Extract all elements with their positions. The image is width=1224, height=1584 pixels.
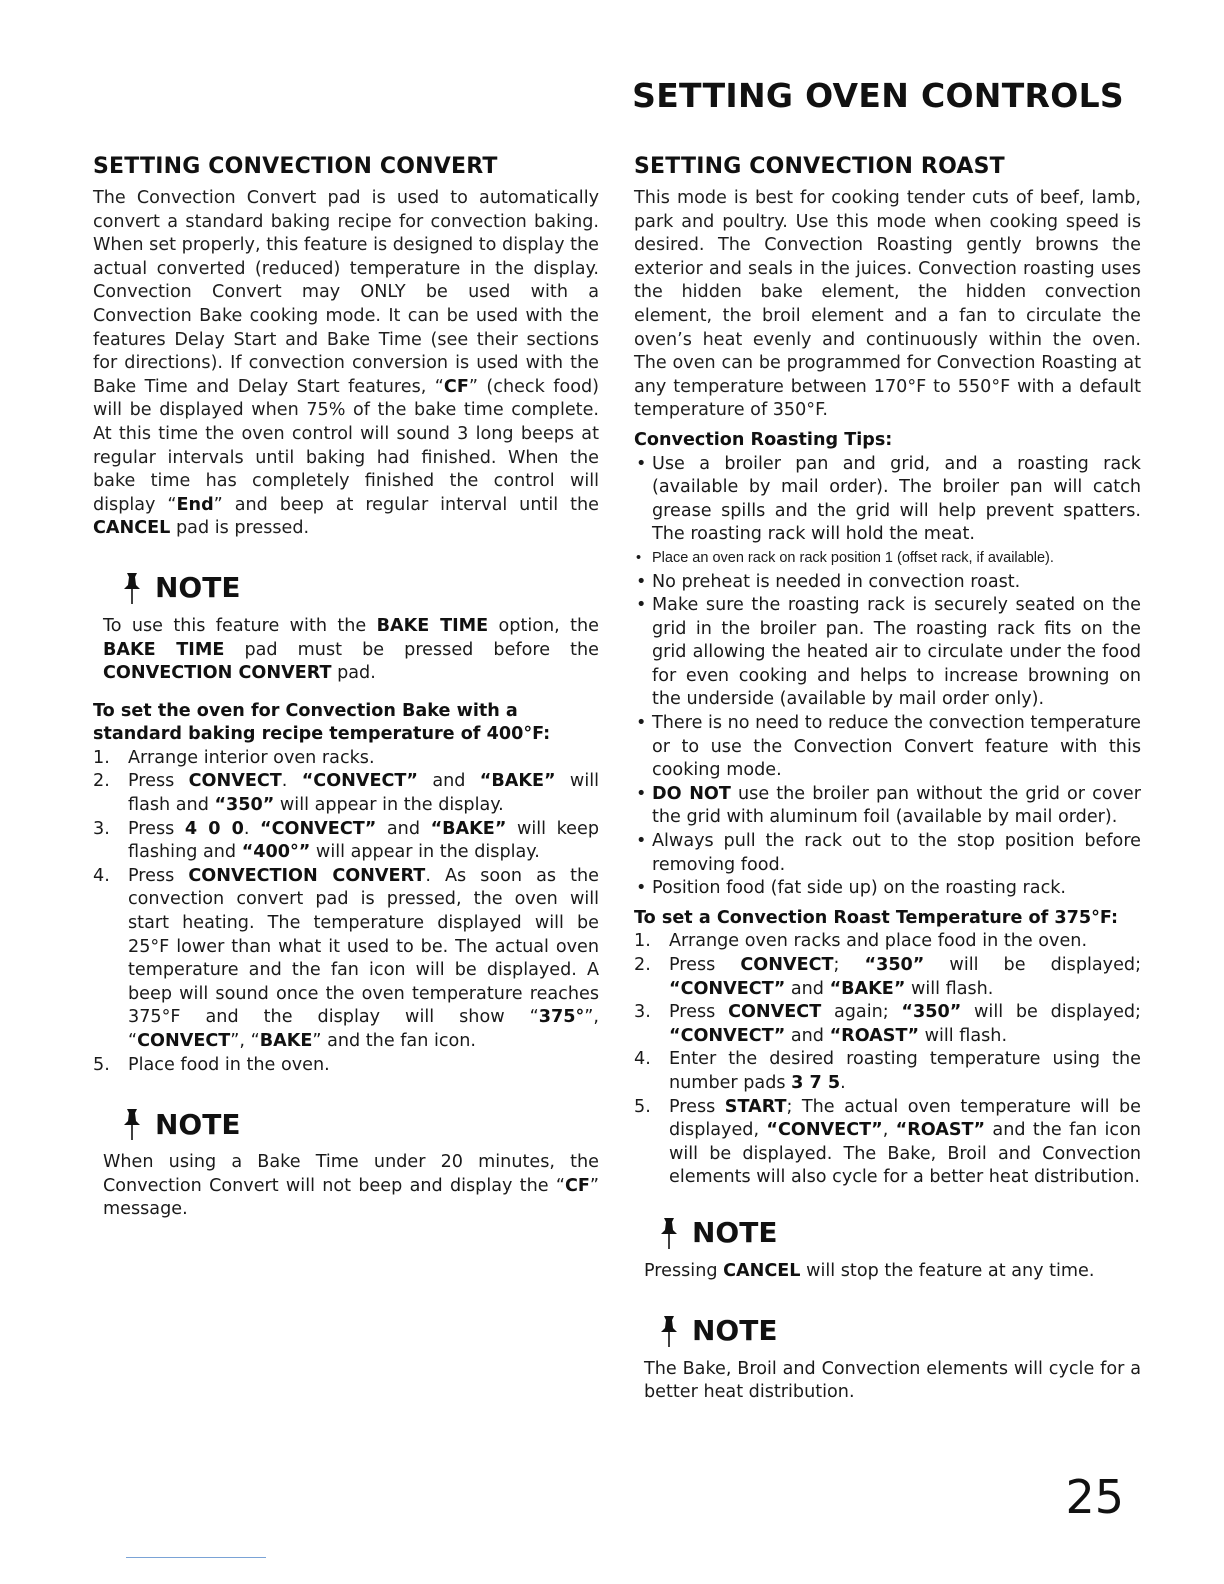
text-run-bold: DO NOT	[652, 783, 731, 804]
text-run: Press	[669, 1096, 725, 1117]
text-run: will flash and	[128, 771, 599, 816]
note-heading	[658, 1314, 1141, 1348]
text-run: Arrange oven racks and place food in the oven.	[669, 931, 1088, 952]
text-run-bold: 3 7 5	[791, 1072, 841, 1093]
text-run: will appear in the display.	[274, 795, 504, 816]
text-run: again;	[821, 1002, 902, 1023]
text-run: Press	[128, 818, 185, 839]
text-run-bold: “BAKE”	[829, 978, 906, 999]
text-run: Press	[128, 771, 189, 792]
text-run-bold: START	[724, 1096, 787, 1117]
text-run-bold: CONVECT	[728, 1002, 822, 1023]
step-number: 2.	[93, 771, 110, 792]
step-item	[634, 930, 1141, 954]
text-run: ,	[882, 1120, 896, 1141]
note-heading	[121, 571, 599, 605]
text-run-bold: BAKE TIME	[103, 639, 225, 660]
step-number: 5.	[634, 1096, 651, 1117]
text-run-bold: CONVECT	[740, 955, 834, 975]
bullet-icon: •	[636, 453, 647, 474]
convection-roast-intro: This mode is best for cooking tender cuts of beef, lamb, park and poultry. Use this mode when cooking speed is desired. The Convection Roasting gently browns the exterior and seals in the juices. Convection roasting uses the hidden bake element, the hidden convection element, the broil element and a fan to circulate the oven’s heat evenly and continuously within the oven. The oven can be programmed for Convection Roasting at any temperature between 170°F to 550°F with a default temperature of 350°F.	[634, 188, 1141, 421]
text-run: Press	[669, 955, 741, 975]
steps-heading: To set the oven for Convection Bake with a standard baking recipe temperature of 400°F:	[93, 700, 551, 745]
step-number: 5.	[93, 1054, 110, 1075]
text-run-bold: “ROAST”	[895, 1120, 986, 1141]
text-run-bold: “350”	[864, 955, 925, 975]
footer-rule	[126, 1557, 266, 1558]
step-number: 1.	[93, 747, 110, 768]
step-item	[93, 747, 599, 771]
text-run: To use this feature with the	[103, 615, 377, 636]
step-number: 4.	[634, 1049, 651, 1070]
text-run: Position food (fat side up) on the roasting rack.	[652, 878, 1067, 899]
text-run: No preheat is needed in convection roast.	[652, 571, 1021, 592]
note-text	[103, 1151, 599, 1222]
step-item	[93, 1054, 599, 1078]
tip-item	[634, 453, 1141, 547]
tip-item	[634, 830, 1141, 877]
text-run-bold: “BAKE”	[430, 818, 507, 839]
text-run: and the fan icon will be displayed. The Bake, Broil and Convection elements will also cycle for a better heat distribution.	[669, 1120, 1142, 1188]
step-item	[634, 954, 1141, 1001]
note-label: NOTE	[155, 571, 241, 605]
text-run-bold: CANCEL	[93, 518, 171, 539]
text-run: Press	[669, 1002, 729, 1023]
note-label: NOTE	[692, 1314, 778, 1348]
text-run: ” and the fan icon.	[312, 1031, 477, 1051]
bullet-icon: •	[636, 595, 647, 616]
pushpin-icon	[121, 1107, 143, 1141]
note-label: NOTE	[155, 1107, 241, 1141]
text-run: ”, “	[230, 1031, 260, 1051]
text-run: ;	[833, 955, 865, 975]
text-run-bold: “400°”	[241, 842, 311, 863]
text-run-bold: BAKE TIME	[376, 615, 489, 636]
tip-item	[634, 712, 1141, 783]
text-run: Pressing	[644, 1260, 724, 1281]
text-run: pad must be pressed before the	[224, 639, 599, 660]
pushpin-icon	[658, 1216, 680, 1250]
tip-item	[634, 877, 1141, 901]
step-item	[93, 865, 599, 1054]
note-heading	[121, 1107, 599, 1141]
text-run: and	[418, 771, 480, 792]
tips-heading: Convection Roasting Tips:	[634, 429, 893, 450]
bullet-icon: •	[636, 713, 647, 734]
text-run-bold: End	[176, 494, 214, 515]
step-number: 4.	[93, 865, 110, 886]
text-run-bold: CONVECTION CONVERT	[103, 663, 332, 684]
text-run-bold: “ROAST”	[829, 1025, 920, 1046]
text-run-bold: 4 0 0	[184, 818, 244, 839]
left-column	[93, 154, 599, 1222]
note-label: NOTE	[692, 1216, 778, 1250]
step-item	[93, 770, 599, 817]
tip-item	[634, 783, 1141, 830]
tip-item	[634, 594, 1141, 712]
text-run: will keep flashing and	[128, 818, 599, 863]
bullet-icon: •	[636, 571, 647, 592]
text-run: Enter the desired roasting temperature using the number pads	[669, 1049, 1141, 1093]
text-run-bold: CONVECT	[188, 771, 282, 792]
step-number: 3.	[634, 1002, 651, 1023]
pushpin-icon	[121, 571, 143, 605]
text-run-bold: “350”	[901, 1002, 962, 1023]
convect-convert-steps	[93, 747, 599, 1077]
text-run: will flash.	[905, 978, 994, 999]
pushpin-icon	[658, 1314, 680, 1348]
text-run-bold: CONVECT	[137, 1031, 231, 1051]
text-run: There is no need to reduce the convection temperature or to use the Convection Convert feature with this cooking mode.	[652, 713, 1141, 781]
text-run: and	[785, 1025, 830, 1046]
text-run-bold: “CONVECT”	[260, 818, 377, 839]
tip-item	[634, 547, 1141, 571]
section-heading-convection-roast: SETTING CONVECTION ROAST	[634, 154, 1005, 179]
text-run: use the broiler pan without the grid or cover the grid with aluminum foil (available by mail order).	[652, 783, 1141, 828]
text-run-bold: “CONVECT”	[766, 1120, 883, 1141]
step-item	[634, 1048, 1141, 1095]
text-run-bold: “350”	[214, 795, 275, 816]
text-run: .	[840, 1072, 846, 1093]
bullet-icon: •	[636, 878, 647, 899]
text-run: and	[376, 818, 431, 839]
bullet-icon: •	[636, 831, 647, 852]
text-run: Place food in the oven.	[128, 1054, 330, 1075]
text-run: Use a broiler pan and grid, and a roasting rack (available by mail order). The broiler pan will catch grease spills and the grid will help prevent spatters. The roasting rack will hold the meat.	[652, 453, 1141, 545]
text-run: option, the	[488, 615, 599, 636]
text-run: will appear in the display.	[310, 842, 540, 863]
bullet-icon: •	[636, 549, 642, 566]
note-heading	[658, 1216, 1141, 1250]
step-item	[93, 818, 599, 865]
text-run: The Convection Convert pad is used to automatically convert a standard baking recipe for convection baking. When set properly, this feature is designed to display the actual converted (reduced) temperature in the display. Convection Convert may ONLY be used with a Convection Bake cooking mode. It can be used with the features Delay Start and Bake Time (see their sections for directions). If convection conversion is used with the Bake Time and Delay Start features, “	[93, 188, 599, 397]
roasting-tips-list	[634, 453, 1141, 901]
text-run: Arrange interior oven racks.	[128, 747, 375, 768]
text-run: The Bake, Broil and Convection elements will cycle for a better heat distribution.	[644, 1358, 1141, 1403]
text-run: pad is pressed.	[170, 518, 310, 539]
text-run: will stop the feature at any time.	[800, 1260, 1095, 1281]
text-run: Place an oven rack on rack position 1 (offset rack, if available).	[652, 549, 1054, 566]
note-text	[644, 1260, 1141, 1284]
step-number: 3.	[93, 818, 110, 839]
text-run: will be displayed;	[924, 955, 1141, 975]
text-run: will flash.	[919, 1025, 1008, 1046]
note-text	[644, 1358, 1141, 1405]
text-run: ; The actual oven temperature will be displayed,	[669, 1096, 1141, 1141]
text-run: and	[785, 978, 830, 999]
tip-item	[634, 571, 1141, 595]
text-run: ” and beep at regular interval until the	[213, 494, 599, 515]
text-run-bold: CANCEL	[723, 1260, 801, 1281]
steps-heading: To set a Convection Roast Temperature of 375°F:	[634, 907, 1119, 928]
text-run: ” message.	[103, 1175, 599, 1220]
text-run-bold: “CONVECT”	[301, 771, 418, 792]
text-run-bold: “CONVECT”	[669, 978, 786, 999]
step-item	[634, 1001, 1141, 1048]
page-title: SETTING OVEN CONTROLS	[632, 76, 1124, 115]
convection-convert-intro	[93, 187, 599, 541]
text-run: .	[281, 771, 302, 792]
step-number: 2.	[634, 955, 651, 975]
text-run: When using a Bake Time under 20 minutes, the Convection Convert will not beep and display the “	[103, 1152, 599, 1196]
text-run-bold: “BAKE”	[479, 771, 556, 792]
text-run: Make sure the roasting rack is securely seated on the grid in the broiler pan. The roasting rack fits on the grid allowing the heated air to circulate under the food for even cooking and helps to increase browning on the underside (available by mail order only).	[652, 595, 1141, 710]
text-run-bold: “CONVECT”	[669, 1025, 786, 1046]
note-text	[103, 615, 599, 686]
text-run: .	[243, 818, 261, 839]
text-run-bold: BAKE	[259, 1031, 313, 1051]
text-run-bold: CF	[564, 1175, 590, 1196]
step-item	[634, 1096, 1141, 1190]
text-run-bold: CONVECTION CONVERT	[188, 865, 426, 886]
text-run: . As soon as the convection convert pad is pressed, the oven will start heating. The temperature displayed will be 25°F lower than what it used to be. The actual oven temperature and the fan icon will be displayed. A beep will sound once the oven temperature reaches 375°F and the display will show “	[128, 865, 599, 1028]
right-column	[634, 154, 1141, 1405]
text-run-bold: CF	[443, 376, 469, 397]
text-run: will be displayed;	[961, 1002, 1141, 1023]
text-run-bold: 375°	[538, 1007, 585, 1028]
text-run: Always pull the rack out to the stop position before removing food.	[652, 831, 1141, 875]
text-run: ” (check food) will be displayed when 75% of the bake time complete. At this time the oven control will sound 3 long beeps at regular intervals until baking had finished. When the bake time has completely finished the control will display “	[93, 376, 599, 515]
page-number: 25	[1065, 1470, 1124, 1524]
text-run: Press	[128, 865, 189, 886]
section-heading-convection-convert: SETTING CONVECTION CONVERT	[93, 154, 498, 179]
text-run: ”, “	[128, 1007, 599, 1051]
text-run: pad.	[331, 663, 376, 684]
convect-roast-steps	[634, 930, 1141, 1190]
step-number: 1.	[634, 931, 651, 952]
bullet-icon: •	[636, 783, 647, 804]
